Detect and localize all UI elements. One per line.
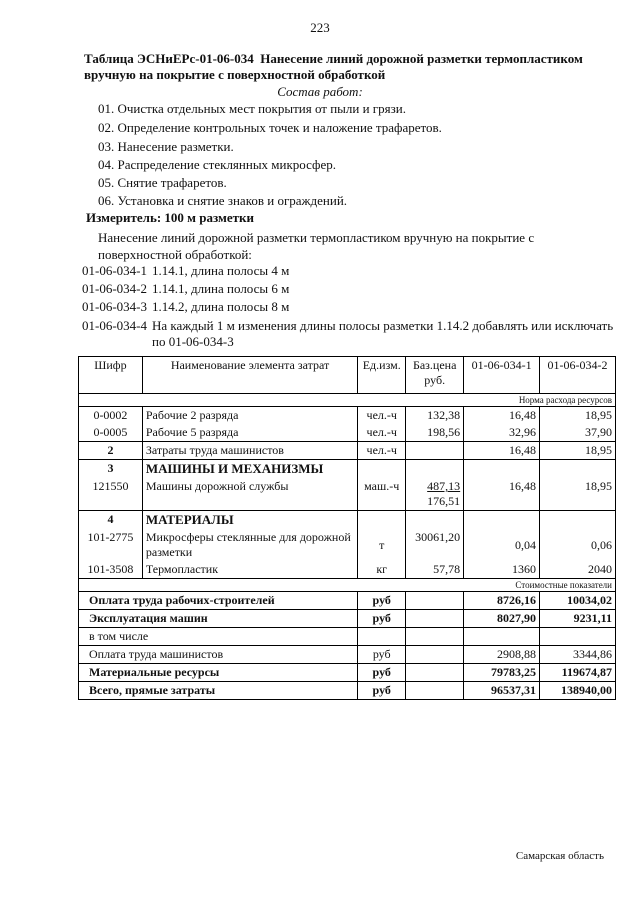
summary-name: в том числе — [79, 628, 358, 646]
summary-row — [79, 610, 616, 628]
row-value-1: 0,04 — [464, 529, 540, 561]
work-item: 03. Нанесение разметки. — [98, 139, 234, 154]
section-title: МАШИНЫ И МЕХАНИЗМЫ — [142, 460, 357, 479]
description: Нанесение линий дорожной разметки термопластиком вручную на покрытие с поверхностной обработкой: — [98, 230, 535, 262]
section-row — [79, 511, 616, 530]
row-value-2: 18,95 — [540, 407, 616, 425]
summary-unit: руб — [358, 682, 406, 700]
row-value-2: 18,95 — [540, 442, 616, 460]
row-price-value-2: 176,51 — [427, 494, 461, 508]
section-row — [79, 460, 616, 479]
row-price — [406, 442, 464, 460]
summary-name: Оплата труда рабочих-строителей — [79, 592, 358, 610]
row-name: Термопластик — [142, 561, 357, 579]
table-row — [79, 442, 616, 460]
summary-name: Оплата труда машинистов — [79, 646, 358, 664]
summary-value-2: 3344,86 — [540, 646, 616, 664]
section-code: 3 — [79, 460, 143, 479]
row-code: 0-0002 — [79, 407, 143, 425]
row-price: 57,78 — [406, 561, 464, 579]
row-price-value: 487,13 — [427, 479, 461, 493]
table-row — [79, 529, 616, 561]
footer-region: Самарская область — [515, 850, 604, 862]
table-title-text: Нанесение линий дорожной разметки термопластиком вручную на покрытие с поверхностной обработкой — [84, 51, 583, 82]
header-price: Баз.цена руб. — [406, 357, 464, 394]
summary-unit: руб — [358, 646, 406, 664]
row-name: Машины дорожной службы — [142, 478, 357, 511]
section-code: 4 — [79, 511, 143, 530]
summary-value-1: 8726,16 — [464, 592, 540, 610]
row-name: Затраты труда машинистов — [142, 442, 357, 460]
estimate-table — [78, 356, 616, 700]
row-value-2: 37,90 — [540, 424, 616, 442]
summary-value-2: 138940,00 — [540, 682, 616, 700]
row-name: Рабочие 5 разряда — [142, 424, 357, 442]
summary-value-1: 2908,88 — [464, 646, 540, 664]
summary-name: Эксплуатация машин — [79, 610, 358, 628]
table-row — [79, 478, 616, 511]
header-col1: 01-06-034-1 — [464, 357, 540, 394]
code-line — [82, 281, 289, 297]
table-title — [84, 51, 604, 83]
row-unit: чел.-ч — [358, 407, 406, 425]
table-row — [79, 424, 616, 442]
summary-row — [79, 664, 616, 682]
row-price: 132,38 — [406, 407, 464, 425]
row-unit: т — [358, 529, 406, 561]
row-price: 30061,20 — [406, 529, 464, 561]
work-item: 04. Распределение стеклянных микросфер. — [98, 157, 336, 172]
table-row — [79, 561, 616, 579]
row-value-1: 32,96 — [464, 424, 540, 442]
header-name: Наименование элемента затрат — [142, 357, 357, 394]
page-number: 223 — [310, 20, 330, 35]
norm-caption-row — [79, 394, 616, 407]
summary-unit: руб — [358, 610, 406, 628]
row-value-2: 18,95 — [540, 478, 616, 511]
measure-unit: Измеритель: 100 м разметки — [86, 210, 255, 225]
row-code: 121550 — [79, 478, 143, 511]
row-value-1: 16,48 — [464, 442, 540, 460]
summary-value-1: 79783,25 — [464, 664, 540, 682]
table-row — [79, 407, 616, 425]
summary-name: Материальные ресурсы — [79, 664, 358, 682]
summary-name: Всего, прямые затраты — [79, 682, 358, 700]
row-name: Рабочие 2 разряда — [142, 407, 357, 425]
summary-unit: руб — [358, 664, 406, 682]
summary-value-2: 9231,11 — [540, 610, 616, 628]
summary-row — [79, 682, 616, 700]
row-code: 101-2775 — [79, 529, 143, 561]
work-item: 05. Снятие трафаретов. — [98, 175, 227, 190]
norm-caption: Норма расхода ресурсов — [79, 394, 616, 407]
code-id: 01-06-034-1 — [82, 263, 147, 278]
work-item: 06. Установка и снятие знаков и ограждений. — [98, 193, 348, 208]
summary-value-2: 10034,02 — [540, 592, 616, 610]
header-col2: 01-06-034-2 — [540, 357, 616, 394]
composition-title: Состав работ: — [277, 84, 363, 99]
work-item: 02. Определение контрольных точек и наложение трафаретов. — [98, 120, 442, 135]
code-text: 1.14.2, длина полосы 8 м — [152, 299, 290, 314]
row-code: 101-3508 — [79, 561, 143, 579]
row-code: 2 — [79, 442, 143, 460]
row-unit: маш.-ч — [358, 478, 406, 511]
row-code: 0-0005 — [79, 424, 143, 442]
row-unit: чел.-ч — [358, 424, 406, 442]
summary-value-1: 8027,90 — [464, 610, 540, 628]
row-name: Микросферы стеклянные для дорожной разметки — [142, 529, 357, 561]
code-line — [82, 318, 622, 350]
table-title-label: Таблица ЭСНиЕРс-01-06-034 — [84, 51, 254, 66]
row-value-1: 16,48 — [464, 478, 540, 511]
row-price — [406, 478, 464, 511]
cost-caption-row — [79, 579, 616, 592]
code-text: 1.14.1, длина полосы 4 м — [152, 263, 290, 278]
row-value-2: 2040 — [540, 561, 616, 579]
summary-row — [79, 592, 616, 610]
code-line — [82, 263, 289, 279]
code-text: На каждый 1 м изменения длины полосы разметки 1.14.2 добавлять или исключать по 01-06-034-3 — [152, 318, 614, 349]
summary-unit: руб — [358, 592, 406, 610]
row-unit: кг — [358, 561, 406, 579]
row-price: 198,56 — [406, 424, 464, 442]
cost-caption: Стоимостные показатели — [79, 579, 616, 592]
row-value-1: 16,48 — [464, 407, 540, 425]
code-id: 01-06-034-3 — [82, 299, 147, 314]
summary-value-2: 119674,87 — [540, 664, 616, 682]
row-value-1: 1360 — [464, 561, 540, 579]
summary-row — [79, 628, 616, 646]
summary-value-1: 96537,31 — [464, 682, 540, 700]
code-id: 01-06-034-2 — [82, 281, 147, 296]
code-text: 1.14.1, длина полосы 6 м — [152, 281, 290, 296]
row-value-2: 0,06 — [540, 529, 616, 561]
header-unit: Ед.изм. — [358, 357, 406, 394]
code-id: 01-06-034-4 — [82, 318, 147, 333]
section-title: МАТЕРИАЛЫ — [142, 511, 357, 530]
row-unit: чел.-ч — [358, 442, 406, 460]
table-header-row — [79, 357, 616, 394]
code-line — [82, 299, 289, 315]
summary-row — [79, 646, 616, 664]
work-item: 01. Очистка отдельных мест покрытия от пыли и грязи. — [98, 101, 406, 116]
header-code: Шифр — [79, 357, 143, 394]
